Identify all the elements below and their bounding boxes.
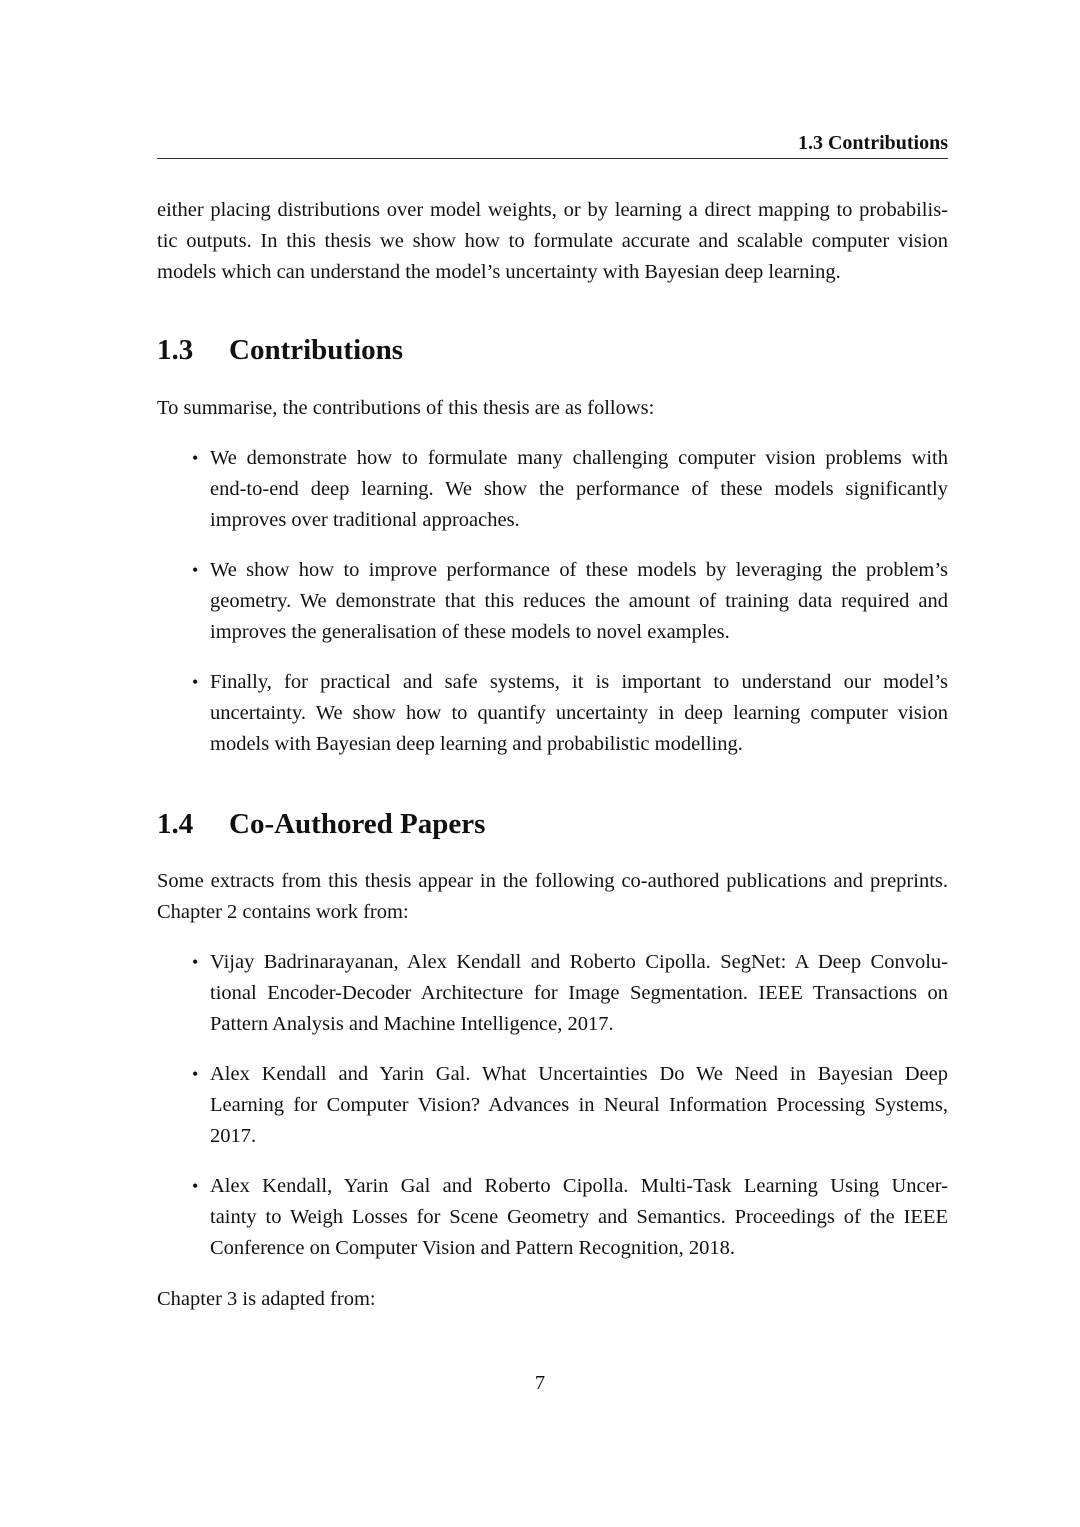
contribution-bullet: [192, 555, 948, 648]
running-head: 1.3 Contributions: [797, 132, 948, 154]
text-line: Learning for Computer Vision? Advances in Neural Information Processing Systems,: [210, 1094, 948, 1116]
text-line: either placing distributions over model weights, or by learning a direct mapping to probabilis-: [157, 199, 948, 221]
section-title: Co-Authored Papers: [229, 808, 486, 840]
intro-paragraph: [157, 195, 948, 288]
text-line: Vijay Badrinarayanan, Alex Kendall and Roberto Cipolla. SegNet: A Deep Convolu-: [210, 951, 948, 973]
page-number: 7: [534, 1372, 546, 1394]
papers-lead: [157, 866, 948, 928]
paper-citation: [192, 947, 948, 1040]
text-line: We demonstrate how to formulate many challenging computer vision problems with: [210, 447, 948, 469]
text-line: tic outputs. In this thesis we show how to formulate accurate and scalable computer vision: [157, 230, 948, 252]
text-line: end-to-end deep learning. We show the performance of these models significantly: [210, 478, 948, 500]
text-line: Chapter 3 is adapted from:: [157, 1288, 376, 1310]
contributions-lead: [157, 393, 948, 424]
bullet-icon: •: [192, 448, 199, 468]
text-line: Finally, for practical and safe systems, it is important to understand our model’s: [210, 671, 948, 693]
papers-closing: [157, 1284, 948, 1315]
contribution-bullet: [192, 667, 948, 760]
text-line: We show how to improve performance of these models by leveraging the problem’s: [210, 559, 948, 581]
text-line: Chapter 2 contains work from:: [157, 901, 409, 923]
text-line: models with Bayesian deep learning and probabilistic modelling.: [210, 733, 743, 755]
text-line: uncertainty. We show how to quantify uncertainty in deep learning computer vision: [210, 702, 948, 724]
text-line: tional Encoder-Decoder Architecture for Image Segmentation. IEEE Transactions on: [210, 982, 948, 1004]
text-line: Conference on Computer Vision and Pattern Recognition, 2018.: [210, 1237, 736, 1259]
text-line: Alex Kendall, Yarin Gal and Roberto Cipolla. Multi-Task Learning Using Uncer-: [210, 1175, 948, 1197]
bullet-icon: •: [192, 672, 199, 692]
paper-citation: [192, 1059, 948, 1152]
header-rule: [157, 158, 948, 159]
text-line: Some extracts from this thesis appear in the following co-authored publications and preprints.: [157, 870, 948, 892]
section-number: 1.3: [157, 334, 194, 366]
contribution-bullet: [192, 443, 948, 536]
text-line: geometry. We demonstrate that this reduces the amount of training data required and: [210, 590, 948, 612]
paper-citation: [192, 1171, 948, 1264]
text-line: tainty to Weigh Losses for Scene Geometry and Semantics. Proceedings of the IEEE: [210, 1206, 948, 1228]
text-line: models which can understand the model’s uncertainty with Bayesian deep learning.: [157, 261, 841, 283]
text-line: To summarise, the contributions of this thesis are as follows:: [157, 397, 655, 419]
section-title: Contributions: [229, 334, 404, 366]
section-heading-contributions: [157, 334, 403, 367]
text-line: improves the generalisation of these models to novel examples.: [210, 621, 730, 643]
bullet-icon: •: [192, 952, 199, 972]
section-number: 1.4: [157, 808, 194, 840]
text-line: 2017.: [210, 1125, 257, 1147]
text-line: Alex Kendall and Yarin Gal. What Uncertainties Do We Need in Bayesian Deep: [210, 1063, 948, 1085]
bullet-icon: •: [192, 1064, 199, 1084]
text-line: improves over traditional approaches.: [210, 509, 520, 531]
bullet-icon: •: [192, 1176, 199, 1196]
section-heading-papers: [157, 808, 485, 841]
text-line: Pattern Analysis and Machine Intelligence, 2017.: [210, 1013, 614, 1035]
bullet-icon: •: [192, 560, 199, 580]
